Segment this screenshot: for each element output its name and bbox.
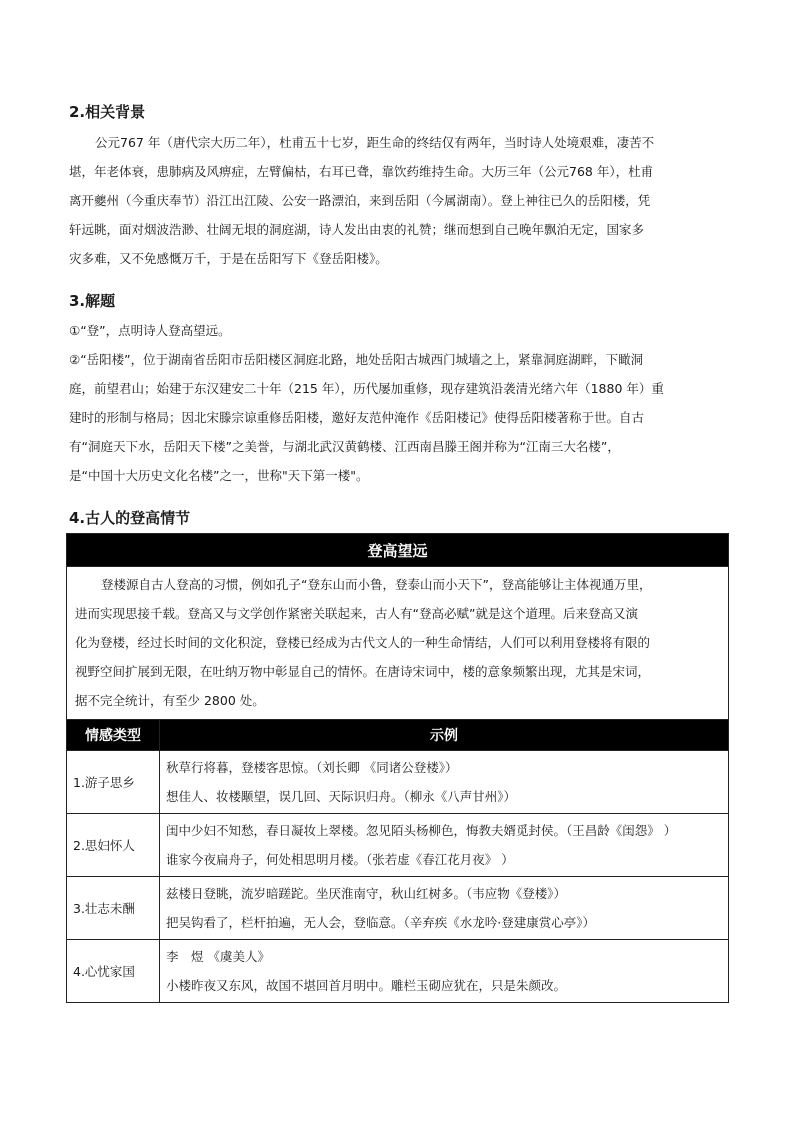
explain-item-2-line: 庭，前望君山；始建于东汉建安二十年（215 年），历代屡加重修，现存建筑沿袭清光绪六年（1880 年）重 [69, 381, 664, 396]
example-line: 小楼昨夜又东风，故国不堪回首月明中。雕栏玉砌应犹在，只是朱颜改。 [166, 978, 567, 993]
table-row [67, 814, 729, 877]
heading-ancient: 4.古人的登高情节 [69, 509, 191, 527]
table-title: 登高望远 [67, 534, 729, 567]
emotion-type-cell: 2.思妇怀人 [67, 814, 160, 877]
example-line: 闺中少妇不知愁，春日凝妆上翠楼。忽见陌头杨柳色，悔教夫婿觅封侯。（王昌龄《闺怨》 ） [166, 823, 677, 838]
intro-line: 进而实现思接千载。登高又与文学创作紧密关联起来，古人有“登高必赋”就是这个道理。后来登高又演 [75, 606, 638, 621]
heading-title-explain: 3.解题 [69, 292, 116, 310]
example-cell [160, 940, 729, 1003]
emotion-type-cell: 3.壮志未酬 [67, 877, 160, 940]
background-line: 堪，年老体衰，患肺病及风痹症，左臂偏枯，右耳已聋，靠饮药维持生命。大历三年（公元768 年），杜甫 [69, 164, 654, 179]
table-row [67, 751, 729, 814]
intro-cell [67, 567, 729, 720]
background-line: 离开夔州（今重庆奉节）沿江出江陵、公安一路漂泊，来到岳阳（今属湖南）。登上神往已久的岳阳楼，凭 [69, 193, 651, 208]
table-row [67, 940, 729, 1003]
background-paragraph [69, 128, 729, 273]
background-line: 轩远眺，面对烟波浩渺、壮阔无垠的洞庭湖，诗人发出由衷的礼赞；继而想到自己晚年飘泊无定，国家多 [69, 222, 645, 237]
heading-background: 2.相关背景 [69, 103, 146, 121]
intro-line: 据不完全统计，有至少 2800 处。 [75, 693, 265, 708]
example-line: 想佳人、妆楼颙望，误几回、天际识归舟。（柳永《八声甘州》） [166, 789, 517, 804]
example-cell [160, 814, 729, 877]
example-line: 兹楼日登眺，流岁暗蹉跎。坐厌淮南守，秋山红树多。（韦应物《登楼》） [166, 886, 567, 901]
explain-item-1: ①“登”，点明诗人登高望远。 [69, 323, 231, 338]
explain-item-2-line: 建时的形制与格局；因北宋滕宗谅重修岳阳楼，邀好友范仲淹作《岳阳楼记》使得岳阳楼著称于世。自古 [69, 410, 645, 425]
intro-line: 登楼源自古人登高的习惯，例如孔子“登东山而小鲁，登泰山而小天下”，登高能够让主体视通万里， [101, 577, 652, 592]
background-line: 公元767 年（唐代宗大历二年），杜甫五十七岁，距生命的终结仅有两年，当时诗人处境艰难，凄苦不 [95, 135, 655, 150]
example-line: 谁家今夜扁舟子，何处相思明月楼。（张若虚《春江花月夜》 ） [166, 852, 514, 867]
emotion-type-cell: 1.游子思乡 [67, 751, 160, 814]
example-cell [160, 751, 729, 814]
background-line: 灾多难，又不免感慨万千，于是在岳阳写下《登岳阳楼》。 [69, 251, 388, 266]
table-row [67, 877, 729, 940]
intro-row [67, 567, 729, 720]
example-line: 李 煜 《虞美人》 [166, 949, 270, 964]
intro-line: 视野空间扩展到无限，在吐纳万物中彰显自己的情怀。在唐诗宋词中，楼的意象频繁出现，尤其是宋词， [75, 664, 651, 679]
column-header-example: 示例 [160, 720, 729, 751]
title-explain-paragraph [69, 316, 729, 490]
table-title-row [67, 534, 729, 567]
example-line: 秋草行将暮，登楼客思惊。（刘长卿 《同诸公登楼》） [166, 760, 458, 775]
table-header-row [67, 720, 729, 751]
emotion-type-cell: 4.心忧家国 [67, 940, 160, 1003]
explain-item-2-line: 有“洞庭天下水，岳阳天下楼”之美誉，与湖北武汉黄鹤楼、江西南昌滕王阁并称为“江南三大名楼”， [69, 439, 620, 454]
emotion-table [66, 533, 729, 1003]
explain-item-2-line: ②“岳阳楼”，位于湖南省岳阳市岳阳楼区洞庭北路，地处岳阳古城西门城墙之上，紧靠洞庭湖畔，下瞰洞 [69, 352, 644, 367]
intro-line: 化为登楼，经过长时间的文化积淀，登楼已经成为古代文人的一种生命情结，人们可以利用登楼将有限的 [75, 635, 651, 650]
example-line: 把吴钩看了，栏杆拍遍，无人会，登临意。（辛弃疾《水龙吟·登建康赏心亭》） [166, 915, 595, 930]
column-header-type: 情感类型 [67, 720, 160, 751]
explain-item-2-line: 是“中国十大历史文化名楼”之一，世称"天下第一楼"。 [69, 468, 369, 483]
example-cell [160, 877, 729, 940]
